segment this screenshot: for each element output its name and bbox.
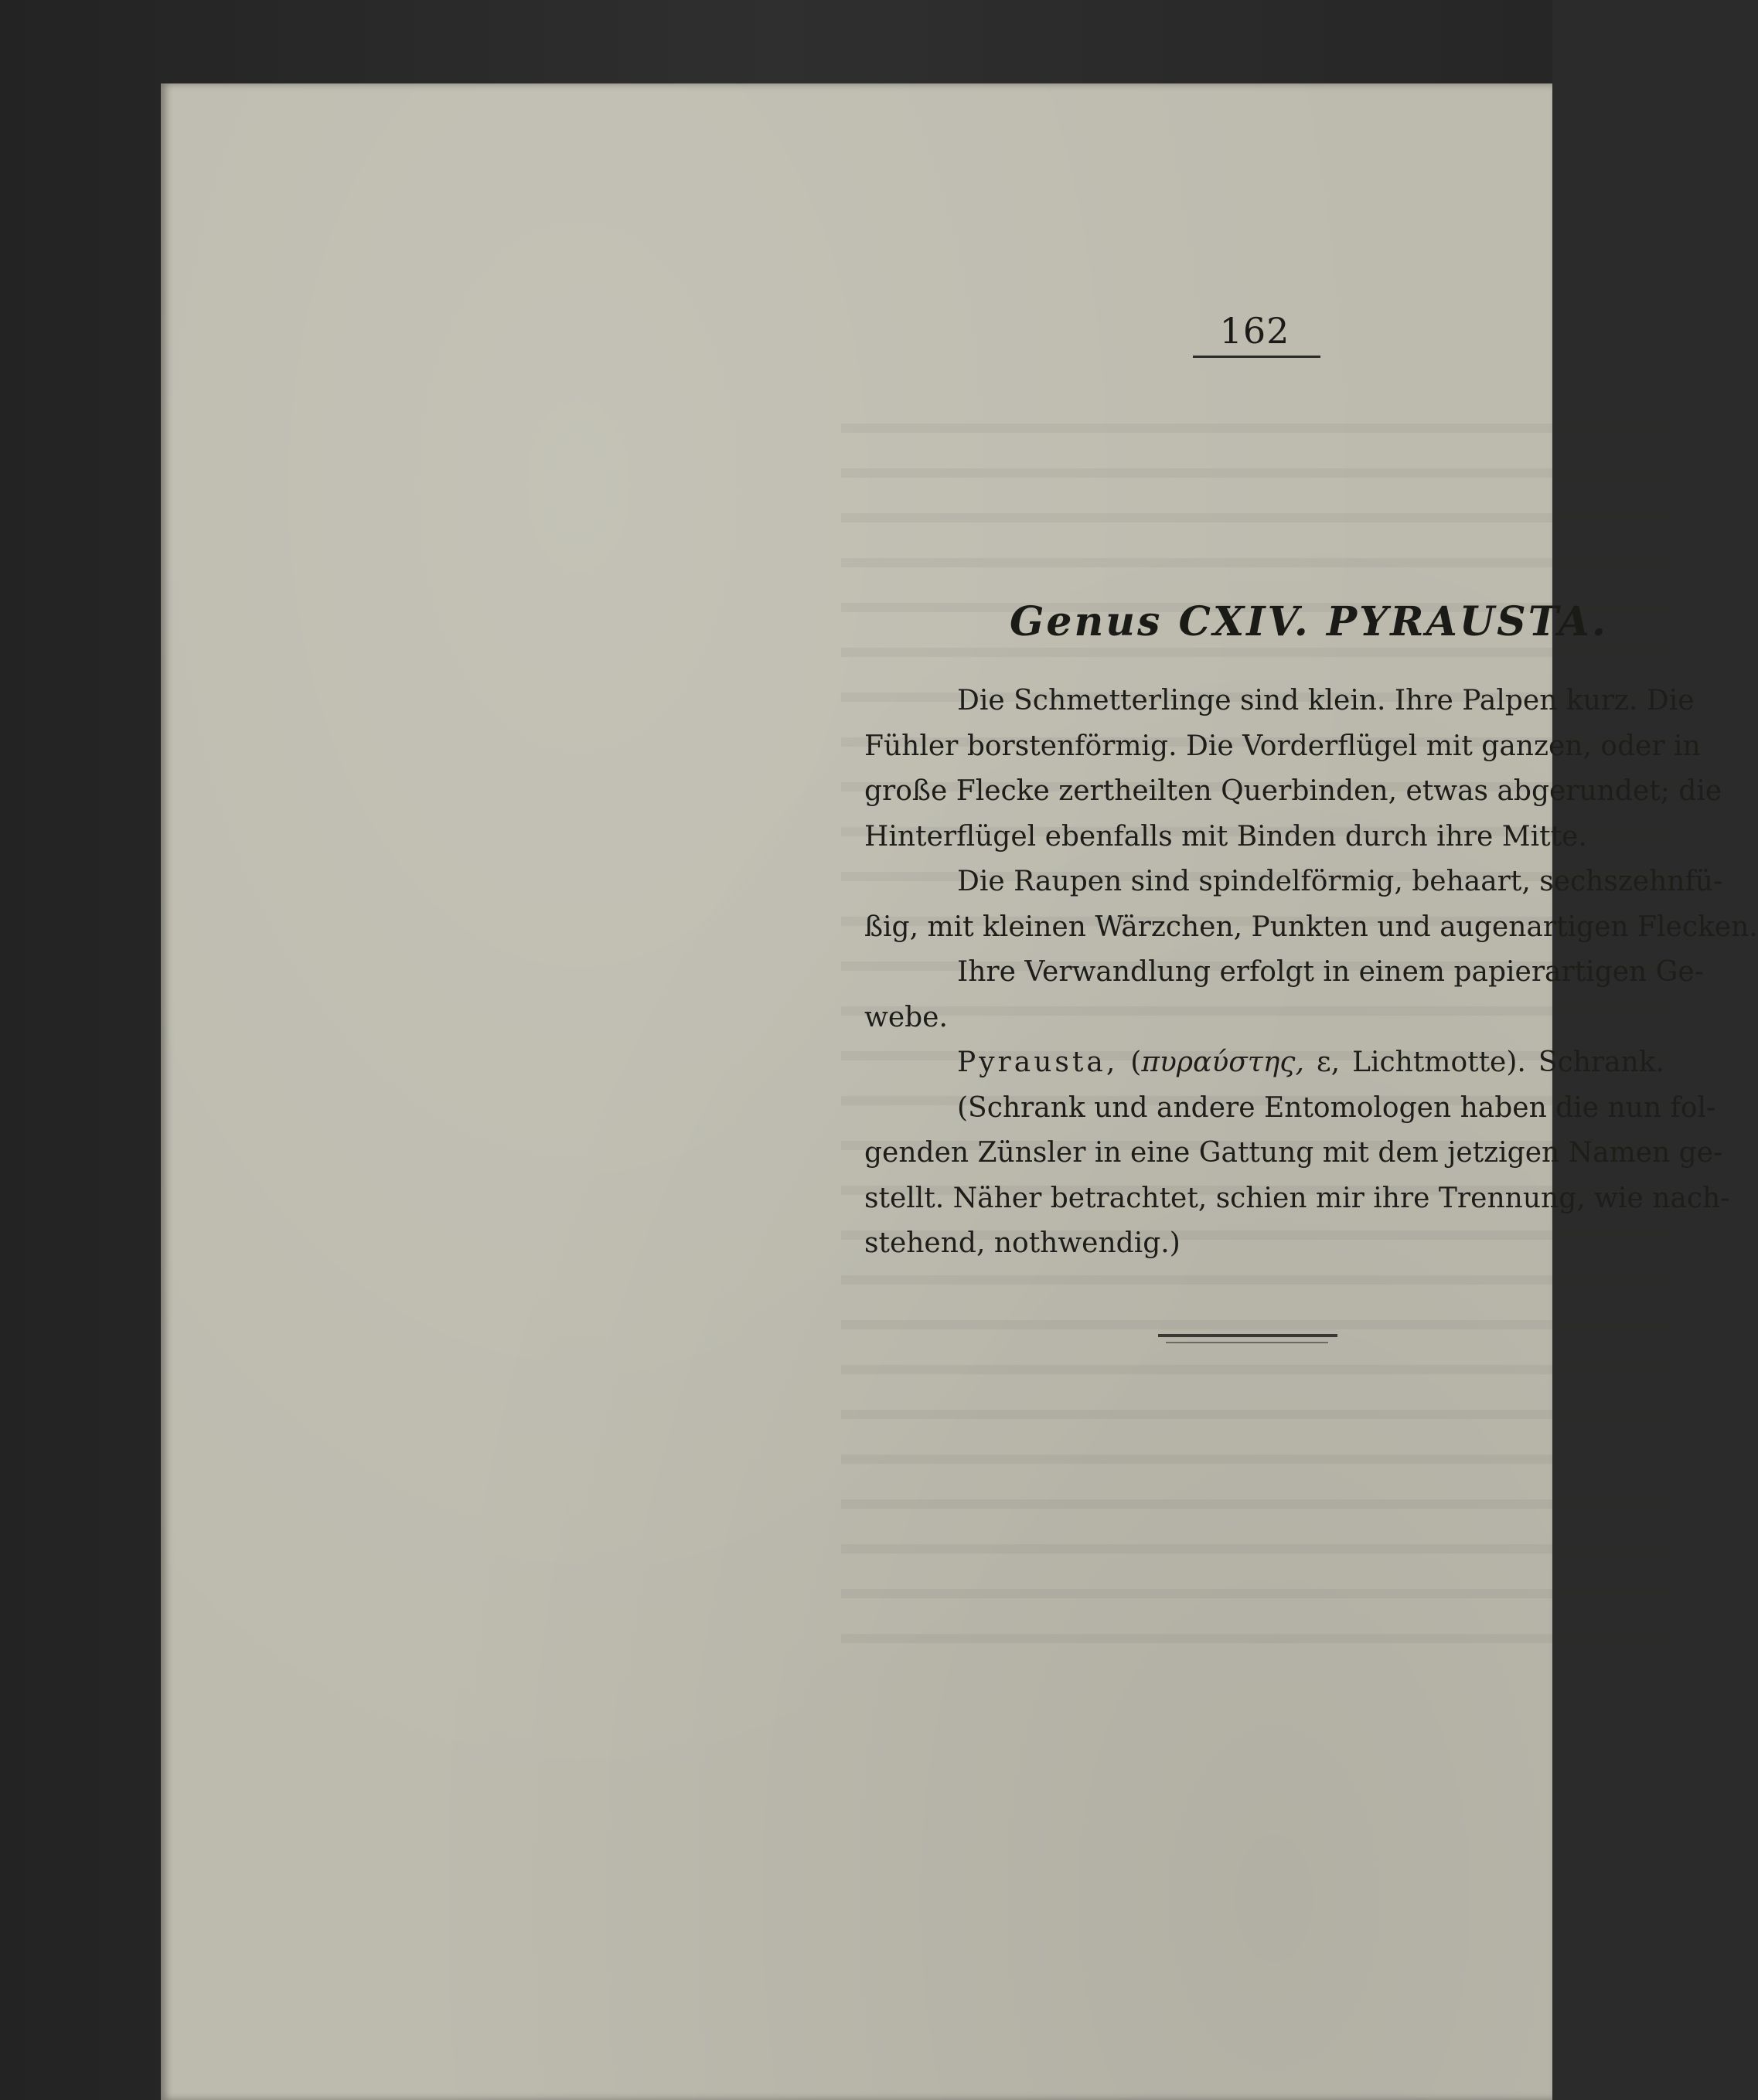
genus-term: Pyrausta, [957, 1047, 1119, 1078]
text-line: webe. [864, 1001, 948, 1033]
text-line: große Flecke zertheilten Querbinden, etwas abgerundet; die [864, 775, 1722, 807]
page-number: 162 [1219, 310, 1290, 352]
greek-term: πυραύστης, [1141, 1047, 1304, 1078]
section-divider-underline [1166, 1342, 1328, 1343]
note-line: stellt. Näher betrachtet, schien mir ihre Trennung, wie nach- [864, 1182, 1730, 1214]
etymology-line: Pyrausta, (πυραύστης, ε, Lichtmotte). Schrank. [957, 1047, 1664, 1078]
text-line: Die Raupen sind spindelförmig, behaart, sechszehnfü- [957, 866, 1723, 897]
text-line: Ihre Verwandlung erfolgt in einem papierartigen Ge- [957, 956, 1704, 988]
text-line: Hinterflügel ebenfalls mit Binden durch ihre Mitte. [864, 820, 1587, 853]
note-line: genden Zünsler in eine Gattung mit dem jetzigen Namen ge- [864, 1137, 1723, 1169]
text-line: Fühler borstenförmig. Die Vorderflügel mit ganzen, oder in [864, 730, 1701, 762]
genus-heading: Genus CXIV. PYRAUSTA. [1010, 598, 1608, 645]
book-page [161, 83, 1758, 2100]
text-line: Die Schmetterlinge sind klein. Ihre Palpen kurz. Die [957, 685, 1695, 716]
note-line: stehend, nothwendig.) [864, 1227, 1181, 1259]
page-number-rule [1193, 356, 1320, 358]
genus-description [864, 679, 1758, 1267]
etymology-rest: ε, Lichtmotte). Schrank. [1303, 1047, 1664, 1078]
note-line: (Schrank und andere Entomologen haben die nun fol- [957, 1091, 1716, 1124]
text-line: ßig, mit kleinen Wärzchen, Punkten und augenartigen Flecken. [864, 910, 1758, 943]
section-divider [1158, 1334, 1337, 1337]
